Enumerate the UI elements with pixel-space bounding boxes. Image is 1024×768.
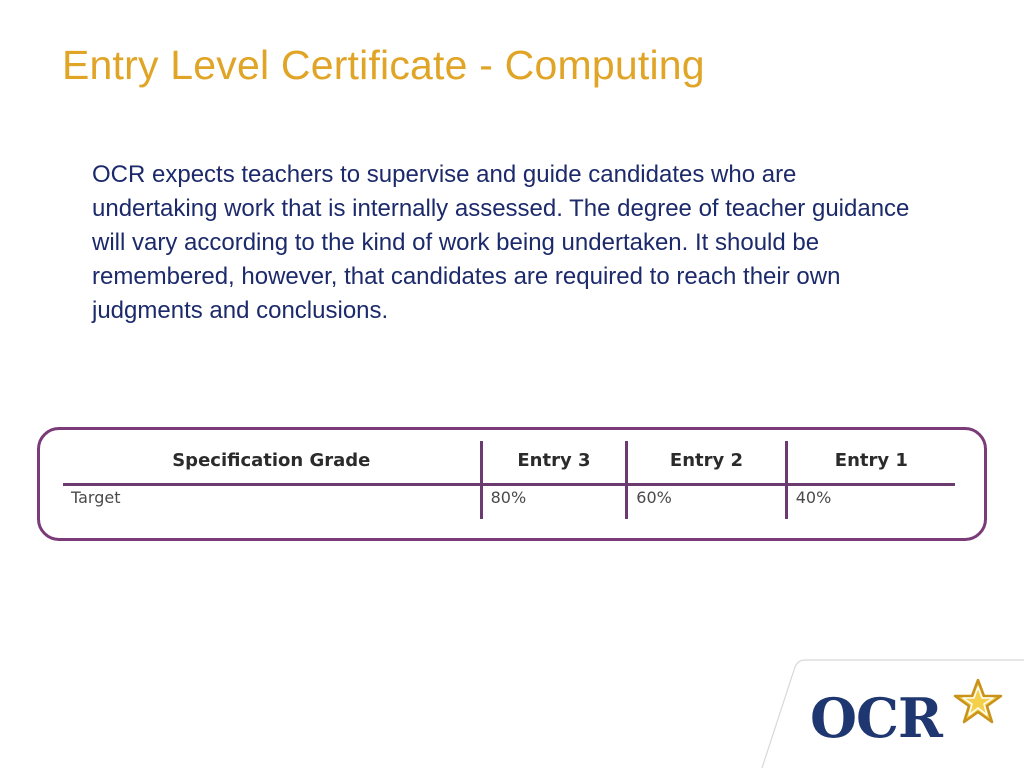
header-entry-1: Entry 1 — [786, 441, 955, 485]
cell-entry-3: 80% — [481, 485, 627, 520]
ocr-logo-text: OCR — [810, 686, 942, 750]
cell-entry-1: 40% — [786, 485, 955, 520]
header-entry-3: Entry 3 — [481, 441, 627, 485]
cell-entry-2: 60% — [627, 485, 786, 520]
body-paragraph: OCR expects teachers to supervise and guide candidates who are undertaking work that is internally assessed. The degree of teacher guidance will vary according to the kind of work being undertaken. It should be remembered, however, that candidates are required to reach their own judgments and conclusions. — [92, 161, 910, 324]
star-icon — [808, 676, 1008, 756]
header-entry-2: Entry 2 — [627, 441, 786, 485]
slide-title: Entry Level Certificate - Computing — [62, 42, 705, 88]
header-specification-grade: Specification Grade — [63, 441, 481, 485]
row-label-target: Target — [71, 488, 121, 507]
